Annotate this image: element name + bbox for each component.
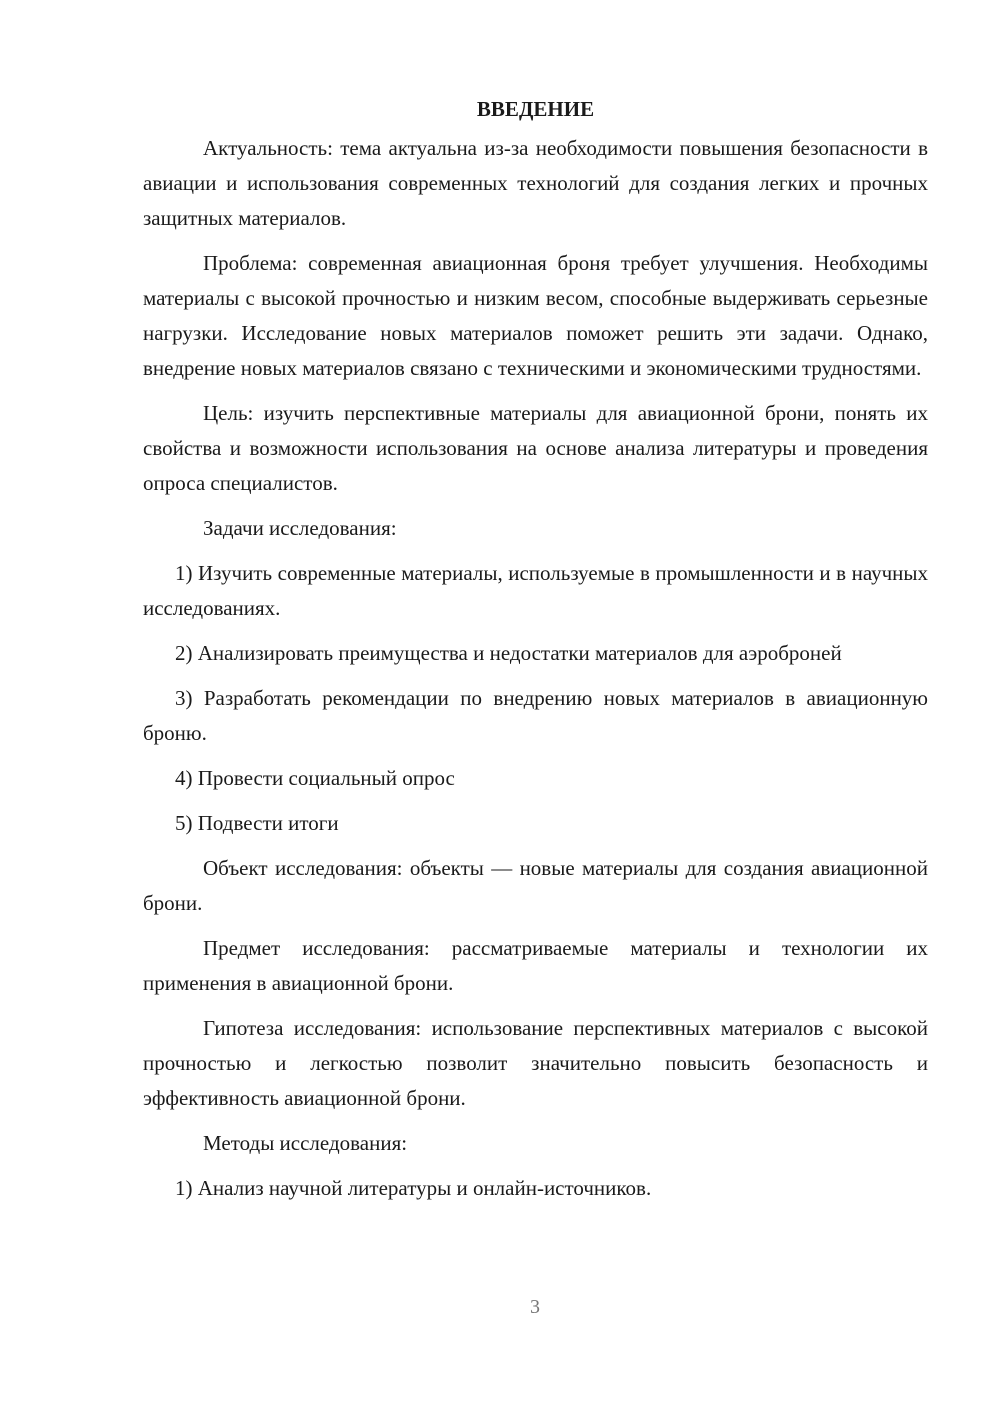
page-number: 3 xyxy=(530,1296,540,1318)
method-item-1: 1) Анализ научной литературы и онлайн-источников. xyxy=(175,1176,652,1200)
task-item-4: 4) Провести социальный опрос xyxy=(175,766,455,790)
task-item-2: 2) Анализировать преимущества и недостатки материалов для аэроброней xyxy=(175,641,842,665)
task-item-5: 5) Подвести итоги xyxy=(175,811,339,835)
paragraph-relevance: Актуальность: тема актуальна из-за необходимости повышения безопасности в авиации и использования современных технологий для создания легких и прочных защитных материалов. xyxy=(143,136,928,230)
paragraph-tasks-heading: Задачи исследования: xyxy=(203,516,397,540)
paragraph-goal: Цель: изучить перспективные материалы для авиационной брони, понять их свойства и возможности использования на основе анализа литературы и проведения опроса специалистов. xyxy=(143,401,928,495)
paragraph-problem: Проблема: современная авиационная броня требует улучшения. Необходимы материалы с высокой прочностью и низким весом, способные выдерживать серьезные нагрузки. Исследование новых материалов поможет решить эти задачи. Однако, внедрение новых материалов связано с техническими и экономическими трудностями. xyxy=(143,251,928,380)
paragraph-methods-heading: Методы исследования: xyxy=(203,1131,408,1155)
task-item-3: 3) Разработать рекомендации по внедрению новых материалов в авиационную броню. xyxy=(143,686,928,745)
paragraph-subject: Предмет исследования: рассматриваемые материалы и технологии их применения в авиационной брони. xyxy=(143,936,928,995)
page-title: ВВЕДЕНИЕ xyxy=(476,97,595,121)
paragraph-hypothesis: Гипотеза исследования: использование перспективных материалов с высокой прочностью и легкостью позволит значительно повысить безопасность и эффективность авиационной брони. xyxy=(143,1016,928,1110)
paragraph-object: Объект исследования: объекты — новые материалы для создания авиационной брони. xyxy=(143,856,928,915)
page-content xyxy=(143,92,928,1216)
task-item-1: 1) Изучить современные материалы, используемые в промышленности и в научных исследованиях. xyxy=(143,561,928,620)
